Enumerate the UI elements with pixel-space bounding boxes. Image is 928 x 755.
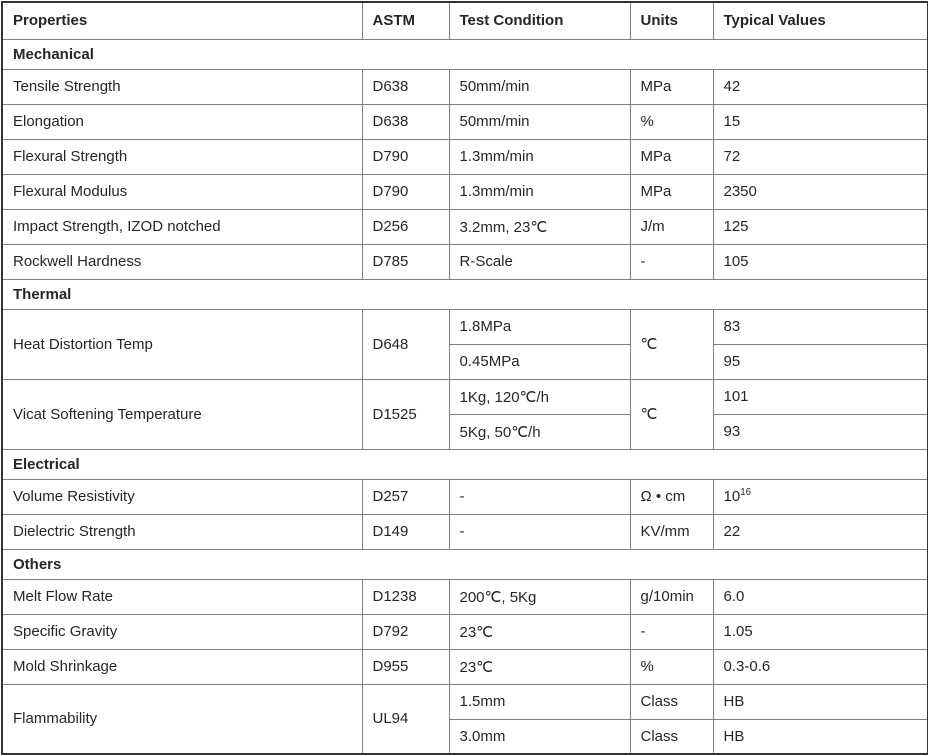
condition-cell: 3.2mm, 23℃ [449,209,630,244]
astm-cell: D955 [362,649,449,684]
table-row [2,209,928,244]
property-cell: Tensile Strength [2,69,362,104]
property-cell: Flexural Strength [2,139,362,174]
units-cell: KV/mm [630,514,713,549]
section-row-thermal [2,279,928,309]
value-cell: 125 [713,209,928,244]
table-row [2,104,928,139]
units-cell: J/m [630,209,713,244]
condition-cell: 1.3mm/min [449,139,630,174]
value-cell: 1.05 [713,614,928,649]
section-header-others: Others [2,549,928,579]
value-cell: 42 [713,69,928,104]
property-cell: Vicat Softening Temperature [2,379,362,449]
value-cell: HB [713,684,928,719]
condition-cell: 3.0mm [449,719,630,754]
astm-cell: D638 [362,69,449,104]
astm-cell: D1525 [362,379,449,449]
condition-cell: R-Scale [449,244,630,279]
condition-cell: - [449,514,630,549]
property-cell: Impact Strength, IZOD notched [2,209,362,244]
condition-cell: 5Kg, 50℃/h [449,414,630,449]
units-cell: Class [630,719,713,754]
astm-cell: D257 [362,479,449,514]
value-base: 10 [723,488,741,505]
astm-cell: D256 [362,209,449,244]
table-row [2,649,928,684]
table-row [2,69,928,104]
condition-cell: 200℃, 5Kg [449,579,630,614]
property-cell: Flexural Modulus [2,174,362,209]
astm-cell: D1238 [362,579,449,614]
table-row [2,139,928,174]
property-cell: Flammability [2,684,362,754]
section-row-mechanical [2,39,928,69]
astm-cell: D648 [362,309,449,379]
astm-cell: D790 [362,174,449,209]
units-cell: - [630,244,713,279]
value-cell: 93 [713,414,928,449]
col-header-typical-values: Typical Values [713,2,928,39]
value-cell: 15 [713,104,928,139]
astm-cell: UL94 [362,684,449,754]
value-cell: 101 [713,379,928,414]
value-exponent: 16 [740,487,752,498]
col-header-properties: Properties [2,2,362,39]
astm-cell: D785 [362,244,449,279]
astm-cell: D149 [362,514,449,549]
value-cell: 6.0 [713,579,928,614]
value-cell: HB [713,719,928,754]
units-cell: - [630,614,713,649]
condition-cell: 1.8MPa [449,309,630,344]
astm-cell: D790 [362,139,449,174]
table-row [2,684,928,719]
value-cell: 2350 [713,174,928,209]
table-row [2,514,928,549]
table-row [2,379,928,414]
value-cell: 0.3-0.6 [713,649,928,684]
table-row [2,244,928,279]
table-row [2,479,928,514]
units-cell: Ω • cm [630,479,713,514]
section-row-electrical [2,449,928,479]
condition-cell: 50mm/min [449,104,630,139]
condition-cell: 1Kg, 120℃/h [449,379,630,414]
units-cell: MPa [630,174,713,209]
table-header-row [2,2,928,39]
value-cell: 95 [713,344,928,379]
section-header-thermal: Thermal [2,279,928,309]
condition-cell: 1.5mm [449,684,630,719]
col-header-astm: ASTM [362,2,449,39]
table-row [2,309,928,344]
units-cell: g/10min [630,579,713,614]
value-cell: 105 [713,244,928,279]
value-cell: 83 [713,309,928,344]
section-header-electrical: Electrical [2,449,928,479]
section-header-mechanical: Mechanical [2,39,928,69]
units-cell: ℃ [630,379,713,449]
units-cell: ℃ [630,309,713,379]
value-cell: 72 [713,139,928,174]
col-header-units: Units [630,2,713,39]
condition-cell: 23℃ [449,649,630,684]
units-cell: Class [630,684,713,719]
units-cell: % [630,104,713,139]
condition-cell: 50mm/min [449,69,630,104]
material-properties-table [1,1,928,755]
condition-cell: 23℃ [449,614,630,649]
table-row [2,579,928,614]
property-cell: Dielectric Strength [2,514,362,549]
table-row [2,614,928,649]
property-cell: Rockwell Hardness [2,244,362,279]
units-cell: MPa [630,69,713,104]
value-cell [713,479,928,514]
property-cell: Volume Resistivity [2,479,362,514]
condition-cell: 0.45MPa [449,344,630,379]
units-cell: % [630,649,713,684]
property-cell: Heat Distortion Temp [2,309,362,379]
section-row-others [2,549,928,579]
units-cell: MPa [630,139,713,174]
property-cell: Melt Flow Rate [2,579,362,614]
property-cell: Elongation [2,104,362,139]
property-cell: Mold Shrinkage [2,649,362,684]
astm-cell: D638 [362,104,449,139]
table-row [2,174,928,209]
astm-cell: D792 [362,614,449,649]
condition-cell: - [449,479,630,514]
page [0,1,928,753]
col-header-test-condition: Test Condition [449,2,630,39]
value-cell: 22 [713,514,928,549]
property-cell: Specific Gravity [2,614,362,649]
condition-cell: 1.3mm/min [449,174,630,209]
